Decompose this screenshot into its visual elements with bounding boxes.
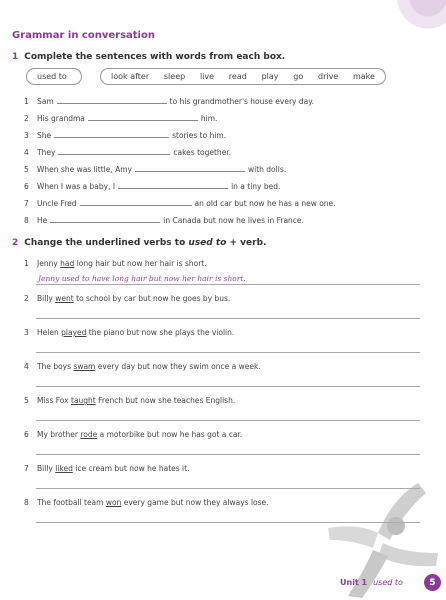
page-number: 5 (424, 574, 441, 591)
exercise-instruction: Complete the sentences with words from each box. (24, 52, 286, 62)
exercise-1-item: 1 Sam to his grandmother's house every day. (24, 97, 314, 106)
underlined-verb: liked (55, 464, 73, 473)
unit-name: used to (373, 578, 403, 587)
exercise-2-heading: 2 Change the underlined verbs to used to + verb. (12, 238, 267, 248)
exercise-2-item: 2 Billy went to school by car but now he goes by bus. (24, 294, 231, 303)
example-answer: Jenny used to have long hair but now her hair is short. (38, 274, 246, 283)
underlined-verb: won (105, 498, 122, 507)
answer-line[interactable] (36, 420, 420, 421)
exercise-1-item: 7 Uncle Fred an old car but now he has a new one. (24, 199, 336, 208)
exercise-1-item: 6 When I was a baby, I in a tiny bed. (24, 182, 281, 191)
underlined-verb: went (55, 294, 74, 303)
exercise-2-item: 4 The boys swam every day but now they swim once a week. (24, 362, 261, 371)
underlined-verb: played (61, 328, 87, 337)
exercise-2-item: 5 Miss Fox taught French but now she teaches English. (24, 396, 236, 405)
answer-blank[interactable] (58, 147, 170, 155)
word-box-item: sleep (163, 72, 186, 81)
answer-blank[interactable] (88, 113, 198, 121)
answer-blank[interactable] (135, 164, 245, 172)
answer-line[interactable] (36, 386, 420, 387)
word-box-item: make (352, 72, 375, 81)
word-box-item: used to (37, 72, 67, 81)
answer-blank[interactable] (57, 96, 167, 104)
word-box-item: read (228, 72, 247, 81)
word-box-used-to (26, 68, 82, 85)
exercise-1-item: 2 His grandma him. (24, 114, 218, 123)
exercise-1-item: 8 He in Canada but now he lives in France. (24, 216, 304, 225)
word-box-item: play (261, 72, 279, 81)
exercise-2-item: 6 My brother rode a motorbike but now he has got a car. (24, 430, 243, 439)
answer-blank[interactable] (50, 215, 160, 223)
unit-label: Unit 1 (340, 578, 368, 587)
answer-line[interactable] (36, 488, 420, 489)
answer-line[interactable] (36, 284, 420, 285)
exercise-1-item: 5 When she was little, Amy with dolls. (24, 165, 287, 174)
underlined-verb: taught (71, 396, 96, 405)
answer-line[interactable] (36, 454, 420, 455)
exercise-1-heading (12, 52, 285, 62)
exercise-2-item: 1 Jenny had long hair but now her hair is short. (24, 259, 207, 268)
exercise-2-item: 8 The football team won every game but now they always lose. (24, 498, 269, 507)
page-footer (340, 578, 403, 587)
exercise-2-item: 7 Billy liked ice cream but now he hates it. (24, 464, 190, 473)
word-box-item: look after (111, 72, 150, 81)
exercise-number: 2 (12, 238, 19, 248)
underlined-verb: swam (73, 362, 96, 371)
answer-line[interactable] (36, 522, 420, 523)
exercise-number: 1 (12, 52, 19, 62)
exercise-1-item: 4 They cakes together. (24, 148, 232, 157)
word-box-item: drive (317, 72, 339, 81)
underlined-verb: had (60, 259, 75, 268)
word-box-item: go (293, 72, 304, 81)
corner-decoration (386, 0, 446, 40)
answer-line[interactable] (36, 318, 420, 319)
answer-blank[interactable] (54, 130, 169, 138)
exercise-1-item: 3 She stories to him. (24, 131, 227, 140)
word-box-verbs (100, 68, 386, 85)
answer-line[interactable] (36, 352, 420, 353)
underlined-verb: rode (80, 430, 98, 439)
exercise-2-item: 3 Helen played the piano but now she plays the violin. (24, 328, 235, 337)
word-box-item: live (199, 72, 215, 81)
answer-blank[interactable] (118, 181, 228, 189)
section-title: Grammar in conversation (12, 30, 155, 41)
answer-blank[interactable] (80, 198, 192, 206)
